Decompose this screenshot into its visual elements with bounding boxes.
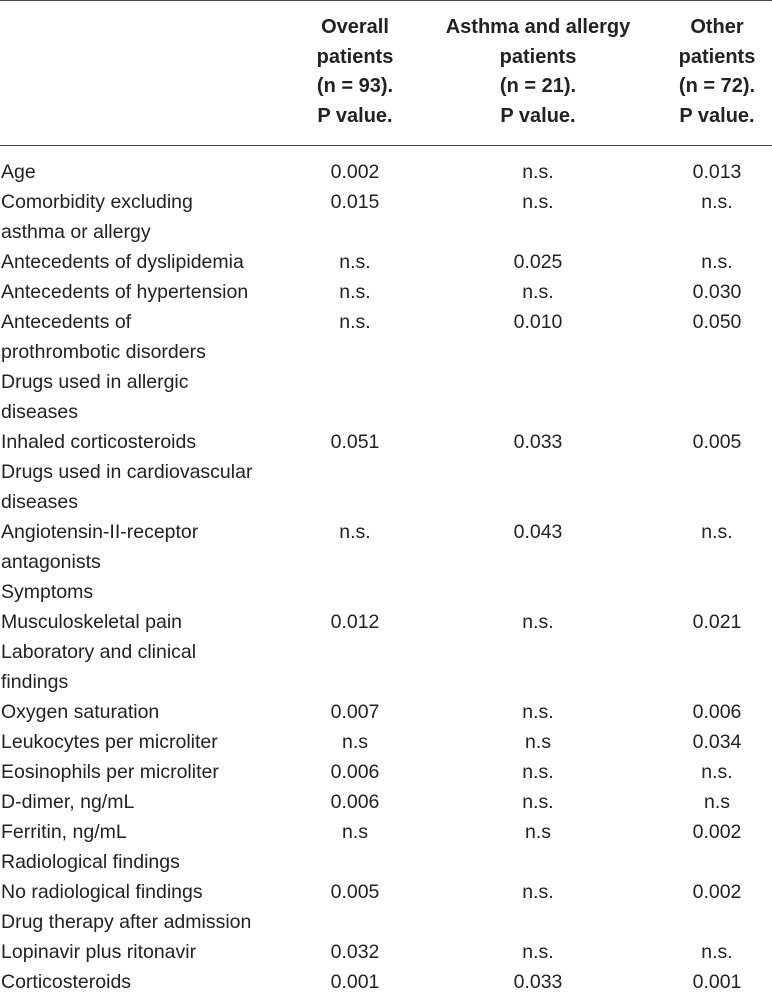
table-row [0,607,772,637]
p-value-asthma: 0.033 [513,431,563,453]
p-value-asthma: n.s. [522,191,554,213]
row-label-line: Drugs used in cardiovascular [1,461,253,483]
row-label-line: Age [1,161,36,183]
row-label [1,157,291,187]
table-row [0,457,772,517]
row-label [1,367,291,427]
header-text: P value. [500,104,576,127]
row-label-line: Antecedents of hypertension [1,281,249,303]
row-label [1,727,291,757]
row-label [1,427,291,457]
p-value-asthma: n.s. [522,701,554,723]
table-row [0,157,772,187]
table-row [0,757,772,787]
row-label [1,307,291,367]
p-value-other: 0.034 [692,731,742,753]
p-value-other: 0.002 [692,881,742,903]
p-value-asthma: n.s. [522,281,554,303]
p-value-overall: n.s. [339,251,371,273]
row-label-line: Radiological findings [1,851,180,873]
p-value-other: n.s. [701,191,733,213]
p-value-overall: 0.015 [330,191,380,213]
row-label [1,277,291,307]
p-value-asthma: 0.043 [513,521,563,543]
p-value-other: 0.021 [692,611,742,633]
p-value-asthma: n.s [524,821,551,843]
table-row [0,367,772,427]
header-text: (n = 72). [678,75,756,97]
p-value-overall: n.s [341,731,368,753]
header-text: (n = 93). [316,75,394,97]
p-value-other: n.s. [701,941,733,963]
p-value-asthma: 0.010 [513,311,563,333]
row-label-line: Antecedents of dyslipidemia [1,251,244,273]
row-label-line: Laboratory and clinical [1,641,197,663]
table-row [0,277,772,307]
p-value-other: n.s. [701,251,733,273]
row-label [1,607,291,637]
header-text: (n = 21). [499,75,577,97]
p-value-overall: 0.005 [330,881,380,903]
p-value-other: n.s. [701,761,733,783]
header-text: P value. [317,104,393,127]
header-asthma-allergy [420,13,656,131]
table-row [0,817,772,847]
p-value-overall: 0.002 [330,161,380,183]
row-label-line: Comorbidity excluding [1,191,193,213]
p-value-asthma: 0.025 [513,251,563,273]
p-value-overall: 0.051 [330,431,380,453]
p-value-other: 0.013 [692,161,742,183]
row-label [1,517,291,577]
row-label [1,817,291,847]
table-row [0,517,772,577]
header-text: Overall [321,16,389,38]
header-text: Other [690,16,744,38]
p-value-asthma: n.s. [522,941,554,963]
row-label-line: Ferritin, ng/mL [1,821,127,843]
table-row [0,187,772,247]
row-label-line: Inhaled corticosteroids [1,431,197,453]
row-label [1,937,291,967]
row-label-line: Musculoskeletal pain [1,611,183,633]
p-value-overall: 0.006 [330,791,380,813]
row-label-line: diseases [1,401,78,423]
row-label-line: Lopinavir plus ritonavir [1,941,197,963]
table-row [0,907,772,937]
table-row [0,637,772,697]
header-text: patients [499,45,577,68]
row-label-line: Antecedents of [1,311,132,333]
table-row [0,847,772,877]
row-label-line: No radiological findings [1,881,203,903]
p-value-overall: 0.012 [330,611,380,633]
table-row [0,577,772,607]
p-value-other: 0.005 [692,431,742,453]
p-value-overall: 0.032 [330,941,380,963]
row-label-line: Angiotensin-II-receptor [1,521,199,543]
table-row [0,697,772,727]
row-label-line: asthma or allergy [1,221,151,243]
row-label [1,907,291,937]
p-value-other: 0.030 [692,281,742,303]
table-row [0,937,772,967]
row-label [1,757,291,787]
p-value-other: 0.050 [692,311,742,333]
p-value-asthma: 0.033 [513,971,563,993]
header-text: patients [678,45,756,68]
p-value-asthma: n.s. [522,881,554,903]
table-row [0,427,772,457]
table-body [0,146,772,997]
p-value-overall: n.s. [339,281,371,303]
row-label-line: prothrombotic disorders [1,341,206,363]
row-label-line: antagonists [1,551,101,573]
table-header [0,0,772,146]
row-label-line: Symptoms [1,581,94,603]
p-value-overall: n.s. [339,311,371,333]
table-row [0,787,772,817]
row-label [1,577,291,607]
p-value-overall: n.s. [339,521,371,543]
table-row [0,727,772,757]
p-value-other: 0.002 [692,821,742,843]
p-value-other: n.s. [701,521,733,543]
p-value-other: 0.001 [692,971,742,993]
p-value-other: 0.006 [692,701,742,723]
p-value-asthma: n.s. [522,161,554,183]
header-text: patients [316,45,394,68]
p-value-asthma: n.s [524,731,551,753]
row-label [1,637,291,697]
p-value-overall: 0.006 [330,761,380,783]
row-label [1,247,291,277]
header-text: P value. [679,104,755,127]
p-value-asthma: n.s. [522,791,554,813]
header-other [662,13,772,131]
row-label [1,847,291,877]
row-label-line: diseases [1,491,78,513]
row-label-line: Eosinophils per microliter [1,761,219,783]
p-value-overall: 0.007 [330,701,380,723]
row-label [1,697,291,727]
row-label [1,877,291,907]
row-label-line: D-dimer, ng/mL [1,791,135,813]
row-label-line: Drugs used in allergic [1,371,189,393]
row-label-line: findings [1,671,69,693]
row-label [1,787,291,817]
row-label-line: Drug therapy after admission [1,911,252,933]
table-row [0,877,772,907]
row-label-line: Oxygen saturation [1,701,160,723]
table-row [0,247,772,277]
p-value-asthma: n.s. [522,611,554,633]
table-row [0,307,772,367]
p-value-asthma: n.s. [522,761,554,783]
row-label-line: Corticosteroids [1,971,132,993]
p-value-overall: 0.001 [330,971,380,993]
p-value-other: n.s [703,791,730,813]
row-label-line: Leukocytes per microliter [1,731,218,753]
header-overall [296,13,414,131]
p-value-overall: n.s [341,821,368,843]
header-text: Asthma and allergy [445,16,631,38]
row-label [1,187,291,247]
row-label [1,457,291,517]
